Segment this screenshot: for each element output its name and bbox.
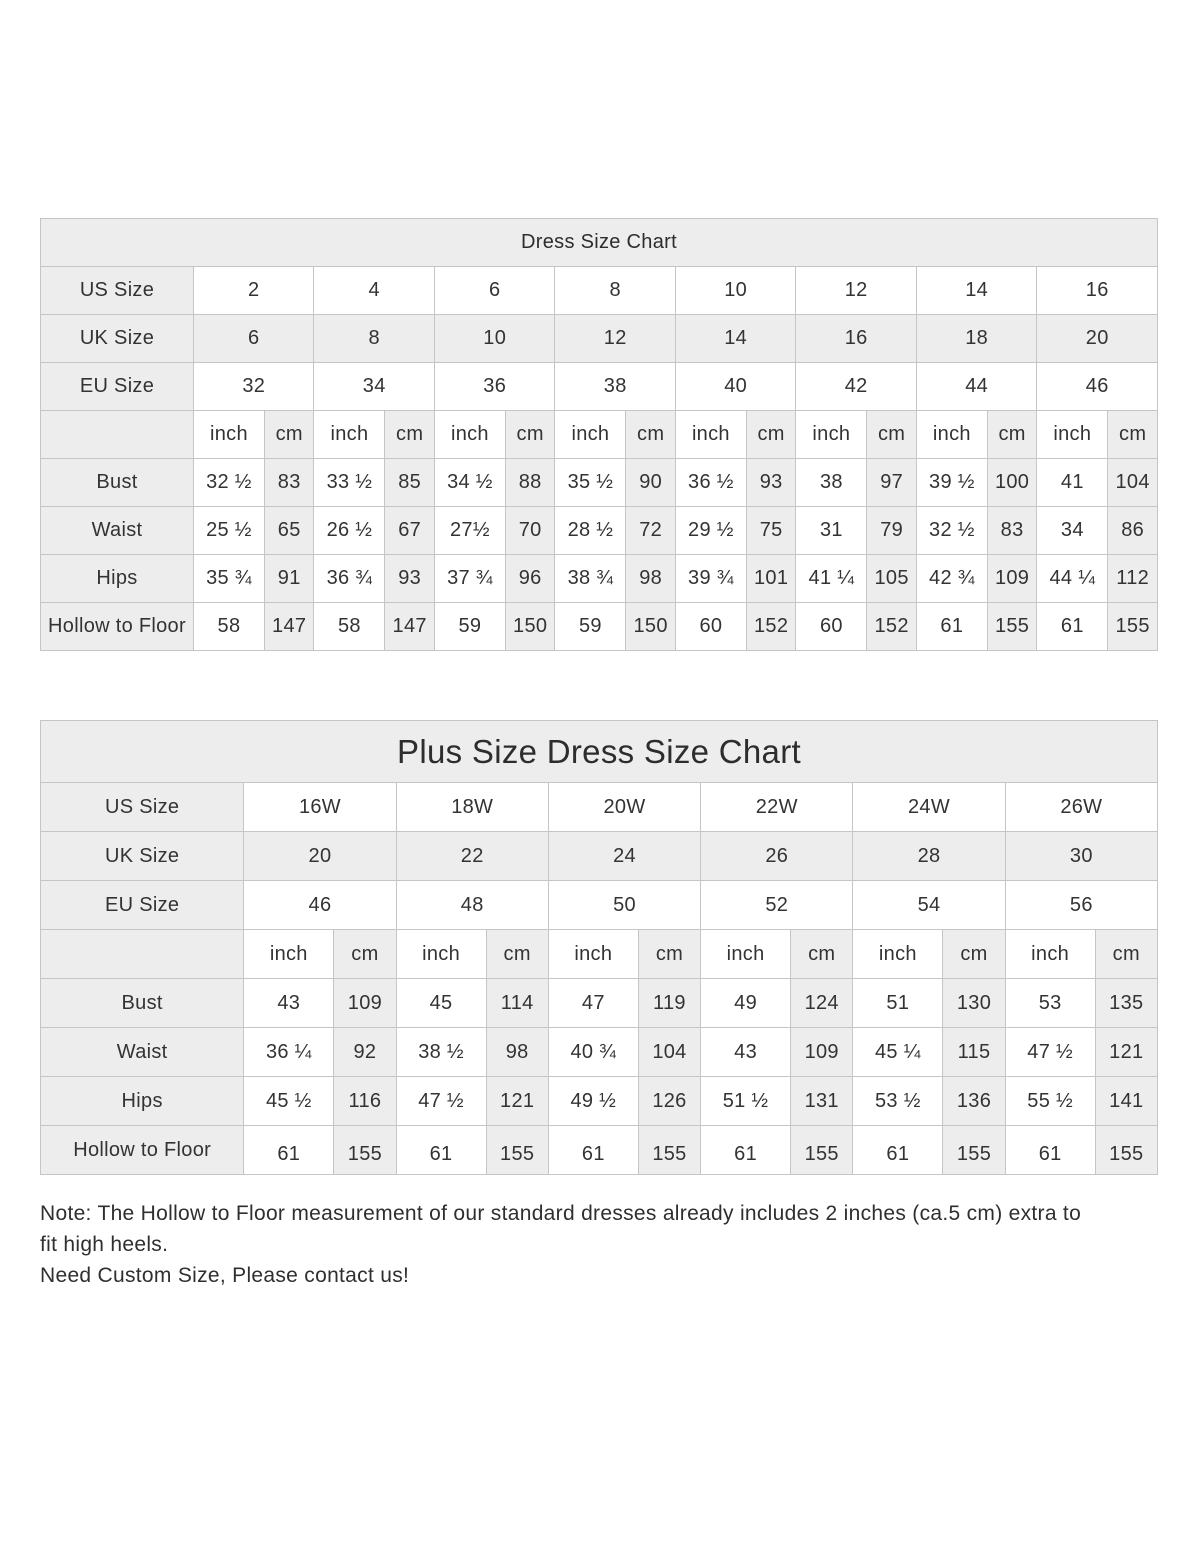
inch-value-cell: 32 ½: [194, 459, 265, 507]
size-value-cell: 22W: [701, 783, 853, 832]
unit-row-spacer-cell: [41, 930, 244, 979]
inch-value-cell: 61: [701, 1126, 791, 1175]
size-row: [41, 363, 1158, 411]
cm-value-cell: 126: [638, 1077, 700, 1126]
size-value-cell: 14: [675, 315, 795, 363]
cm-value-cell: 130: [943, 979, 1005, 1028]
cm-value-cell: 79: [867, 507, 917, 555]
size-value-cell: 30: [1005, 832, 1157, 881]
inch-value-cell: 36 ¼: [244, 1028, 334, 1077]
cm-unit-cell: cm: [987, 411, 1037, 459]
inch-unit-cell: inch: [434, 411, 505, 459]
size-value-cell: 42: [796, 363, 916, 411]
size-row: [41, 783, 1158, 832]
cm-value-cell: 93: [385, 555, 435, 603]
cm-value-cell: 92: [334, 1028, 396, 1077]
size-value-cell: 24: [548, 832, 700, 881]
size-value-cell: 48: [396, 881, 548, 930]
inch-value-cell: 47: [548, 979, 638, 1028]
measure-row: [41, 459, 1158, 507]
standard-size-chart-body: [41, 219, 1158, 651]
cm-value-cell: 86: [1108, 507, 1158, 555]
plus-size-chart-body: [41, 721, 1158, 1175]
measure-row: [41, 1028, 1158, 1077]
cm-value-cell: 114: [486, 979, 548, 1028]
size-value-cell: 40: [675, 363, 795, 411]
cm-value-cell: 97: [867, 459, 917, 507]
cm-value-cell: 147: [264, 603, 314, 651]
cm-value-cell: 109: [987, 555, 1037, 603]
size-value-cell: 18W: [396, 783, 548, 832]
inch-value-cell: 61: [1037, 603, 1108, 651]
inch-value-cell: 61: [1005, 1126, 1095, 1175]
cm-value-cell: 98: [626, 555, 676, 603]
size-value-cell: 4: [314, 267, 434, 315]
inch-value-cell: 45 ½: [244, 1077, 334, 1126]
size-value-cell: 56: [1005, 881, 1157, 930]
inch-value-cell: 41: [1037, 459, 1108, 507]
row-label-cell: Waist: [41, 507, 194, 555]
inch-value-cell: 36 ¾: [314, 555, 385, 603]
inch-value-cell: 28 ½: [555, 507, 626, 555]
cm-unit-cell: cm: [626, 411, 676, 459]
measure-row: [41, 979, 1158, 1028]
row-label-cell: US Size: [41, 267, 194, 315]
cm-value-cell: 109: [334, 979, 396, 1028]
size-value-cell: 26W: [1005, 783, 1157, 832]
cm-value-cell: 150: [626, 603, 676, 651]
inch-unit-cell: inch: [314, 411, 385, 459]
cm-value-cell: 100: [987, 459, 1037, 507]
cm-value-cell: 65: [264, 507, 314, 555]
cm-unit-cell: cm: [334, 930, 396, 979]
note-line-1: Note: The Hollow to Floor measurement of our standard dresses already includes 2 inches (ca.5 cm) extra to: [40, 1202, 1082, 1225]
cm-value-cell: 83: [987, 507, 1037, 555]
size-row: [41, 315, 1158, 363]
cm-value-cell: 119: [638, 979, 700, 1028]
inch-value-cell: 39 ½: [916, 459, 987, 507]
measure-row: [41, 507, 1158, 555]
cm-value-cell: 155: [943, 1126, 1005, 1175]
unit-row-spacer-cell: [41, 411, 194, 459]
row-label-cell: Hollow to Floor: [41, 603, 194, 651]
cm-value-cell: 124: [791, 979, 853, 1028]
size-value-cell: 26: [701, 832, 853, 881]
unit-header-row: [41, 930, 1158, 979]
size-value-cell: 8: [555, 267, 675, 315]
inch-value-cell: 43: [701, 1028, 791, 1077]
inch-unit-cell: inch: [916, 411, 987, 459]
cm-value-cell: 105: [867, 555, 917, 603]
chart-title-row: [41, 721, 1158, 783]
size-value-cell: 8: [314, 315, 434, 363]
size-value-cell: 10: [675, 267, 795, 315]
cm-value-cell: 70: [505, 507, 555, 555]
cm-value-cell: 121: [486, 1077, 548, 1126]
size-value-cell: 52: [701, 881, 853, 930]
cm-unit-cell: cm: [264, 411, 314, 459]
inch-value-cell: 59: [555, 603, 626, 651]
inch-value-cell: 27½: [434, 507, 505, 555]
inch-value-cell: 51: [853, 979, 943, 1028]
inch-value-cell: 37 ¾: [434, 555, 505, 603]
inch-value-cell: 38 ½: [396, 1028, 486, 1077]
inch-value-cell: 61: [244, 1126, 334, 1175]
inch-value-cell: 43: [244, 979, 334, 1028]
inch-value-cell: 44 ¼: [1037, 555, 1108, 603]
chart-title-row: [41, 219, 1158, 267]
size-row: [41, 267, 1158, 315]
inch-value-cell: 45 ¼: [853, 1028, 943, 1077]
inch-unit-cell: inch: [1037, 411, 1108, 459]
cm-value-cell: 155: [987, 603, 1037, 651]
inch-value-cell: 61: [916, 603, 987, 651]
row-label-cell: EU Size: [41, 881, 244, 930]
size-value-cell: 6: [194, 315, 314, 363]
size-row: [41, 832, 1158, 881]
size-value-cell: 32: [194, 363, 314, 411]
cm-value-cell: 155: [486, 1126, 548, 1175]
cm-value-cell: 155: [638, 1126, 700, 1175]
plus-size-chart-table: [40, 720, 1158, 1175]
cm-value-cell: 135: [1095, 979, 1157, 1028]
inch-value-cell: 26 ½: [314, 507, 385, 555]
cm-value-cell: 83: [264, 459, 314, 507]
cm-value-cell: 75: [746, 507, 796, 555]
inch-value-cell: 35 ¾: [194, 555, 265, 603]
note-line-3: Need Custom Size, Please contact us!: [40, 1264, 410, 1287]
cm-value-cell: 104: [638, 1028, 700, 1077]
inch-unit-cell: inch: [1005, 930, 1095, 979]
size-value-cell: 36: [434, 363, 554, 411]
cm-value-cell: 136: [943, 1077, 1005, 1126]
cm-value-cell: 141: [1095, 1077, 1157, 1126]
size-value-cell: 44: [916, 363, 1036, 411]
size-value-cell: 34: [314, 363, 434, 411]
inch-unit-cell: inch: [853, 930, 943, 979]
size-value-cell: 20: [1037, 315, 1158, 363]
size-value-cell: 18: [916, 315, 1036, 363]
cm-value-cell: 152: [867, 603, 917, 651]
inch-value-cell: 34 ½: [434, 459, 505, 507]
cm-unit-cell: cm: [943, 930, 1005, 979]
cm-value-cell: 98: [486, 1028, 548, 1077]
inch-value-cell: 58: [194, 603, 265, 651]
cm-value-cell: 155: [1095, 1126, 1157, 1175]
inch-value-cell: 32 ½: [916, 507, 987, 555]
size-value-cell: 20W: [548, 783, 700, 832]
size-value-cell: 12: [796, 267, 916, 315]
size-value-cell: 22: [396, 832, 548, 881]
inch-value-cell: 33 ½: [314, 459, 385, 507]
inch-value-cell: 41 ¼: [796, 555, 867, 603]
measure-row: [41, 603, 1158, 651]
cm-value-cell: 152: [746, 603, 796, 651]
inch-value-cell: 36 ½: [675, 459, 746, 507]
size-value-cell: 28: [853, 832, 1005, 881]
size-value-cell: 16W: [244, 783, 396, 832]
cm-value-cell: 155: [791, 1126, 853, 1175]
cm-value-cell: 67: [385, 507, 435, 555]
inch-value-cell: 39 ¾: [675, 555, 746, 603]
cm-value-cell: 85: [385, 459, 435, 507]
inch-unit-cell: inch: [396, 930, 486, 979]
inch-value-cell: 35 ½: [555, 459, 626, 507]
cm-value-cell: 72: [626, 507, 676, 555]
inch-value-cell: 31: [796, 507, 867, 555]
row-label-cell: Bust: [41, 979, 244, 1028]
row-label-cell: Bust: [41, 459, 194, 507]
inch-value-cell: 61: [853, 1126, 943, 1175]
inch-value-cell: 38 ¾: [555, 555, 626, 603]
size-value-cell: 38: [555, 363, 675, 411]
cm-unit-cell: cm: [746, 411, 796, 459]
cm-value-cell: 90: [626, 459, 676, 507]
inch-value-cell: 49: [701, 979, 791, 1028]
cm-value-cell: 104: [1108, 459, 1158, 507]
inch-value-cell: 53: [1005, 979, 1095, 1028]
measure-row: [41, 1126, 1158, 1175]
inch-value-cell: 53 ½: [853, 1077, 943, 1126]
size-value-cell: 2: [194, 267, 314, 315]
cm-unit-cell: cm: [1095, 930, 1157, 979]
inch-unit-cell: inch: [244, 930, 334, 979]
inch-unit-cell: inch: [796, 411, 867, 459]
note: [40, 1198, 1158, 1291]
inch-unit-cell: inch: [701, 930, 791, 979]
cm-value-cell: 147: [385, 603, 435, 651]
inch-value-cell: 38: [796, 459, 867, 507]
inch-value-cell: 42 ¾: [916, 555, 987, 603]
size-value-cell: 24W: [853, 783, 1005, 832]
size-value-cell: 54: [853, 881, 1005, 930]
cm-value-cell: 131: [791, 1077, 853, 1126]
inch-value-cell: 49 ½: [548, 1077, 638, 1126]
cm-value-cell: 91: [264, 555, 314, 603]
inch-value-cell: 59: [434, 603, 505, 651]
inch-value-cell: 61: [396, 1126, 486, 1175]
cm-value-cell: 155: [334, 1126, 396, 1175]
note-line-2: fit high heels.: [40, 1233, 169, 1256]
cm-unit-cell: cm: [791, 930, 853, 979]
inch-unit-cell: inch: [675, 411, 746, 459]
cm-value-cell: 155: [1108, 603, 1158, 651]
size-value-cell: 46: [1037, 363, 1158, 411]
cm-unit-cell: cm: [867, 411, 917, 459]
cm-value-cell: 115: [943, 1028, 1005, 1077]
row-label-cell: UK Size: [41, 315, 194, 363]
cm-unit-cell: cm: [638, 930, 700, 979]
unit-header-row: [41, 411, 1158, 459]
cm-value-cell: 150: [505, 603, 555, 651]
measure-row: [41, 555, 1158, 603]
size-value-cell: 6: [434, 267, 554, 315]
inch-value-cell: 40 ¾: [548, 1028, 638, 1077]
size-value-cell: 10: [434, 315, 554, 363]
size-value-cell: 16: [1037, 267, 1158, 315]
row-label-cell: Hips: [41, 555, 194, 603]
row-label-cell: UK Size: [41, 832, 244, 881]
size-value-cell: 46: [244, 881, 396, 930]
size-value-cell: 16: [796, 315, 916, 363]
cm-value-cell: 93: [746, 459, 796, 507]
inch-unit-cell: inch: [555, 411, 626, 459]
row-label-cell: Hollow to Floor: [41, 1126, 244, 1175]
cm-unit-cell: cm: [486, 930, 548, 979]
inch-value-cell: 55 ½: [1005, 1077, 1095, 1126]
cm-value-cell: 121: [1095, 1028, 1157, 1077]
standard-size-chart-table: [40, 218, 1158, 651]
row-label-cell: US Size: [41, 783, 244, 832]
inch-value-cell: 60: [675, 603, 746, 651]
cm-value-cell: 116: [334, 1077, 396, 1126]
cm-unit-cell: cm: [505, 411, 555, 459]
size-value-cell: 20: [244, 832, 396, 881]
row-label-cell: EU Size: [41, 363, 194, 411]
cm-value-cell: 96: [505, 555, 555, 603]
size-value-cell: 14: [916, 267, 1036, 315]
cm-value-cell: 101: [746, 555, 796, 603]
inch-unit-cell: inch: [194, 411, 265, 459]
row-label-cell: Waist: [41, 1028, 244, 1077]
size-row: [41, 881, 1158, 930]
row-label-cell: Hips: [41, 1077, 244, 1126]
cm-value-cell: 88: [505, 459, 555, 507]
inch-value-cell: 60: [796, 603, 867, 651]
cm-unit-cell: cm: [1108, 411, 1158, 459]
inch-value-cell: 25 ½: [194, 507, 265, 555]
inch-unit-cell: inch: [548, 930, 638, 979]
chart-title: Plus Size Dress Size Chart: [41, 721, 1158, 783]
cm-value-cell: 112: [1108, 555, 1158, 603]
inch-value-cell: 47 ½: [396, 1077, 486, 1126]
inch-value-cell: 47 ½: [1005, 1028, 1095, 1077]
inch-value-cell: 34: [1037, 507, 1108, 555]
inch-value-cell: 61: [548, 1126, 638, 1175]
cm-unit-cell: cm: [385, 411, 435, 459]
inch-value-cell: 51 ½: [701, 1077, 791, 1126]
size-value-cell: 50: [548, 881, 700, 930]
cm-value-cell: 109: [791, 1028, 853, 1077]
inch-value-cell: 58: [314, 603, 385, 651]
chart-title: Dress Size Chart: [41, 219, 1158, 267]
inch-value-cell: 29 ½: [675, 507, 746, 555]
inch-value-cell: 45: [396, 979, 486, 1028]
size-value-cell: 12: [555, 315, 675, 363]
measure-row: [41, 1077, 1158, 1126]
